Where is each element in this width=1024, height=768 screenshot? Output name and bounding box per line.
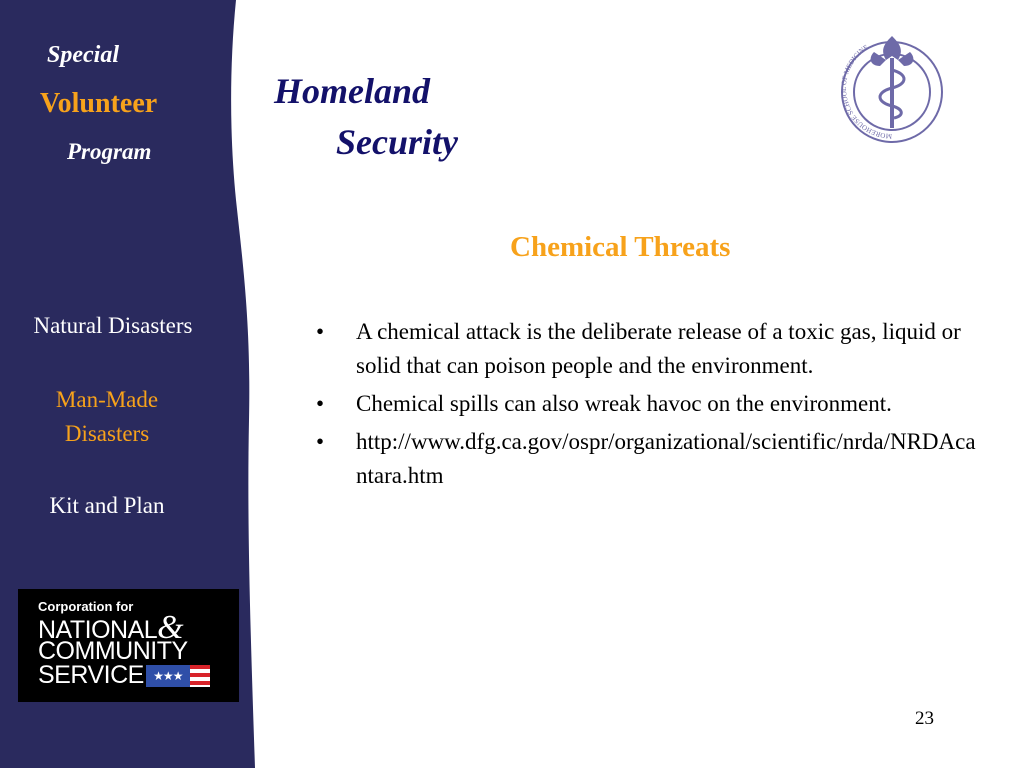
cns-logo-line1: Corporation for: [38, 599, 134, 614]
bullet-symbol: •: [316, 429, 325, 454]
nav-man-made-disasters[interactable]: Man-Made Disasters: [55, 387, 159, 446]
cns-logo-service: SERVICE: [38, 661, 144, 689]
school-seal-logo: [834, 30, 950, 146]
page-title-line2: Security: [336, 122, 458, 162]
cns-logo-line4: [38, 663, 210, 688]
cns-logo: [18, 589, 239, 702]
page-number: 23: [915, 708, 934, 729]
program-label-program: Program: [67, 139, 152, 164]
list-item-text: A chemical attack is the deliberate release of a toxic gas, liquid or solid that can poison people and the environment.: [356, 319, 961, 378]
bullet-list: [316, 315, 976, 497]
bullet-symbol: •: [316, 319, 325, 344]
program-label-volunteer: Volunteer: [40, 88, 158, 119]
cns-logo-ampersand: &: [157, 609, 184, 646]
list-item: [316, 387, 976, 421]
list-item-text: Chemical spills can also wreak havoc on the environment.: [356, 391, 892, 416]
nav-kit-and-plan[interactable]: Kit and Plan: [49, 493, 165, 518]
reference-link[interactable]: http://www.dfg.ca.gov/ospr/organizational/scientific/nrda/NRDAcantara.htm: [356, 429, 976, 488]
list-item: [316, 315, 976, 383]
bullet-symbol: •: [316, 391, 325, 416]
page-title-line1: Homeland: [274, 71, 431, 111]
cns-logo-national: NATIONAL: [38, 616, 158, 644]
cns-logo-line3: COMMUNITY: [38, 637, 188, 665]
nav-natural-disasters[interactable]: Natural Disasters: [33, 313, 193, 338]
program-label-special: Special: [47, 42, 119, 68]
school-seal-text: MOREHOUSE SCHOOL OF MEDICINE: [839, 43, 893, 141]
cns-logo-stars: ★★★: [146, 665, 190, 687]
section-heading: Chemical Threats: [510, 231, 731, 263]
cns-logo-stripes: [190, 665, 210, 687]
list-item[interactable]: [316, 425, 976, 493]
